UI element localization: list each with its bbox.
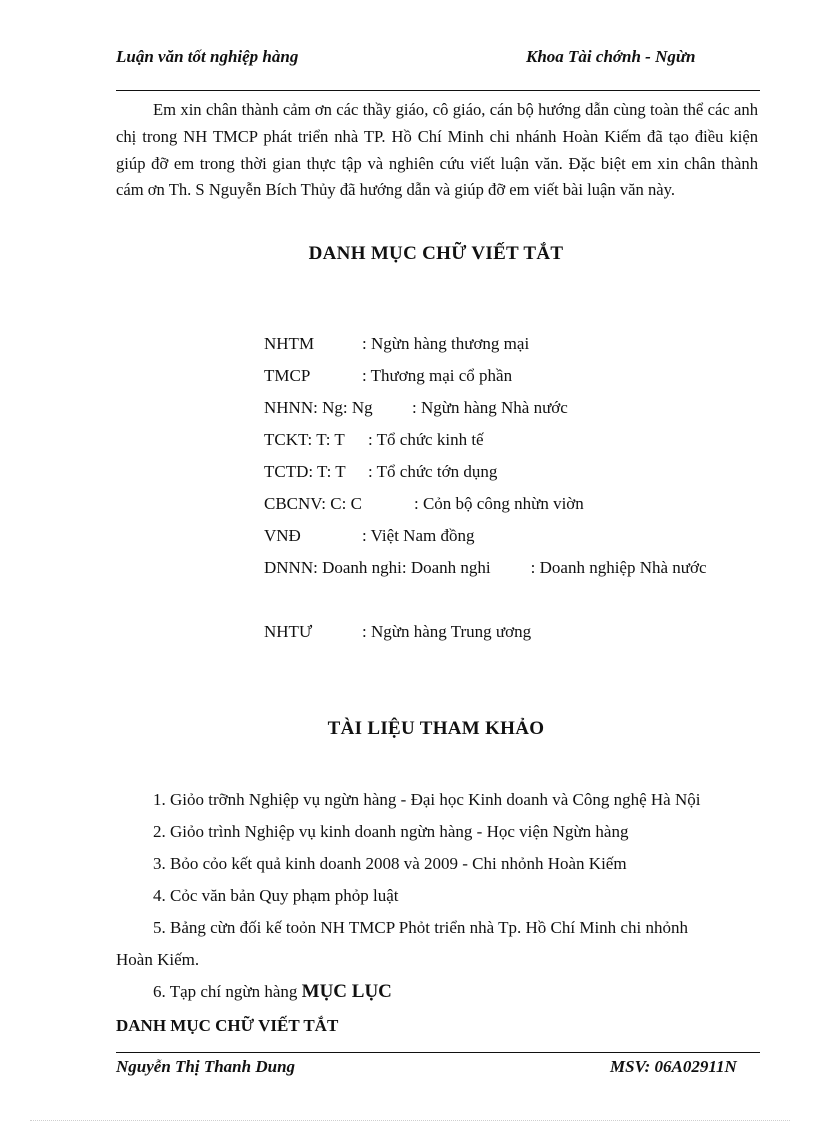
abbreviation-value: : Ngừn hàng Trung ương <box>362 622 532 641</box>
reference-item: 3. Bỏo cỏo kết quả kinh doanh 2008 và 2009 - Chi nhỏnh Hoàn Kiếm <box>153 854 627 873</box>
abbreviation-item <box>264 456 734 488</box>
abbreviation-list <box>264 328 734 648</box>
abbreviation-value: : Ngừn hàng thương mại <box>362 334 530 353</box>
abbreviation-item <box>264 520 734 552</box>
abbreviation-key: DNNN: Doanh nghi: Doanh nghi <box>264 558 491 577</box>
abbreviation-value: : Tổ chức kinh tế <box>368 430 484 449</box>
abbreviations-heading: DANH MỤC CHỮ VIẾT TẮT <box>308 243 564 264</box>
footer-author: Nguyễn Thị Thanh Dung <box>116 1057 296 1076</box>
header-divider <box>116 90 760 91</box>
reference-text: 6. Tạp chí ngừn hàng <box>153 982 298 1001</box>
abbreviation-key: VNĐ <box>264 526 301 545</box>
abbreviation-key: TCTD: T: T <box>264 462 346 481</box>
abbreviation-key: TCKT: T: T <box>264 430 345 449</box>
abbreviation-item <box>264 360 734 392</box>
reference-item: 5. Bảng cừn đối kế toỏn NH TMCP Phỏt triển nhà Tp. Hồ Chí Minh chi nhỏnh Hoàn Kiếm. <box>116 918 688 969</box>
abbreviation-value: : Thương mại cổ phần <box>362 366 513 385</box>
page-edge-dotted-line <box>30 1120 790 1121</box>
header-title-left: Luận văn tốt nghiệp hàng <box>116 47 299 66</box>
reference-item: 1. Giỏo trỡnh Nghiệp vụ ngừn hàng - Đại học Kinh doanh và Công nghệ Hà Nội <box>153 790 701 809</box>
toc-entry-abbreviations: DANH MỤC CHỮ VIẾT TẮT <box>116 1016 339 1035</box>
footer-divider <box>116 1052 760 1053</box>
abbreviation-value: : Tổ chức tớn dụng <box>368 462 498 481</box>
abbreviation-key: NHNN: Ng: Ng <box>264 398 373 417</box>
abbreviation-item <box>264 328 734 360</box>
abbreviation-value: : Cỏn bộ công nhừn viờn <box>414 494 584 513</box>
abbreviation-item <box>264 392 734 424</box>
abbreviation-item <box>264 424 734 456</box>
references-heading: TÀI LIỆU THAM KHẢO <box>327 718 545 739</box>
reference-item <box>116 976 716 1008</box>
abbreviation-key: TMCP <box>264 366 311 385</box>
abbreviation-value: : Việt Nam đồng <box>362 526 475 545</box>
abbreviation-key: NHTƯ <box>264 622 313 641</box>
table-of-contents-heading: MỤC LỤC <box>301 981 392 1002</box>
abbreviation-value: : Doanh nghiệp Nhà nước <box>530 558 707 577</box>
header-title-right: Khoa Tài chớnh - Ngừn <box>526 47 696 66</box>
reference-item: 4. Cỏc văn bản Quy phạm phỏp luật <box>153 886 399 905</box>
abbreviation-item <box>264 552 734 616</box>
reference-item: 2. Giỏo trình Nghiệp vụ kinh doanh ngừn hàng - Học viện Ngừn hàng <box>153 822 629 841</box>
abbreviation-value: : Ngừn hàng Nhà nước <box>412 398 568 417</box>
footer-student-id: MSV: 06A02911N <box>610 1057 737 1076</box>
abbreviation-item <box>264 488 734 520</box>
reference-list <box>116 784 716 1008</box>
abbreviation-item <box>264 616 734 648</box>
abbreviation-key: NHTM <box>264 334 315 353</box>
acknowledgement-paragraph: Em xin chân thành cảm ơn các thầy giáo, cô giáo, cán bộ hướng dẫn cùng toàn thể các anh chị trong NH TMCP phát triển nhà TP. Hồ Chí Minh chi nhánh Hoàn Kiếm đã tạo điều kiện giúp đỡ em trong thời gian thực tập và nghiên cứu viết luận văn. Đặc biệt em xin chân thành cám ơn Th. S Nguyễn Bích Thủy đã hướng dẫn và giúp đỡ em viết bài luận văn này. <box>116 100 758 200</box>
abbreviation-key: CBCNV: C: C <box>264 494 362 513</box>
